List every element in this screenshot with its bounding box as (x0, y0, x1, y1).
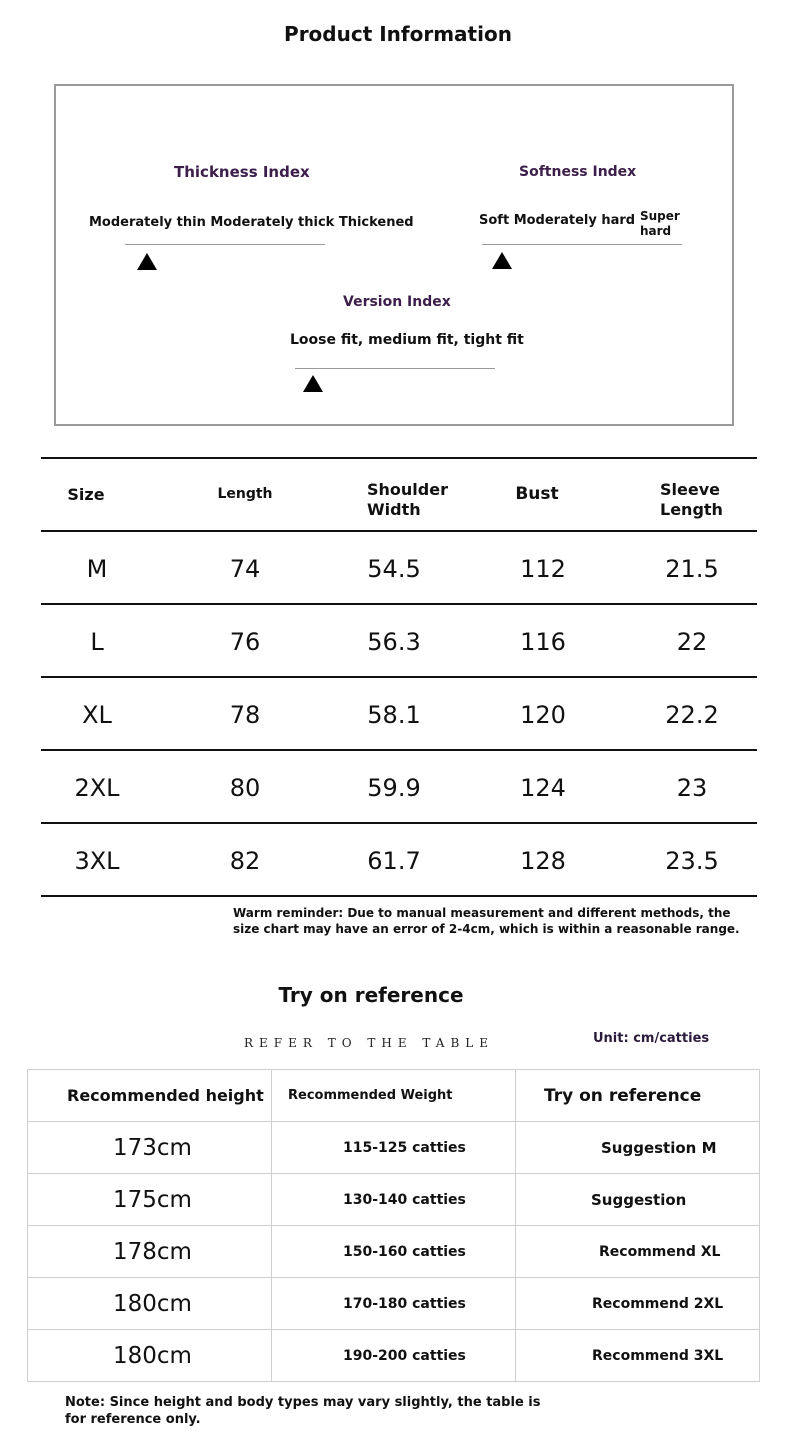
table-top-border (41, 457, 757, 459)
header-recommended-height-text: Recommended height (67, 1086, 264, 1105)
cell-length: 76 (229, 628, 261, 656)
cell-height (28, 1226, 272, 1278)
cell-height (28, 1122, 272, 1174)
cell-suggestion (516, 1226, 760, 1278)
softness-scale-line (482, 244, 682, 245)
page-title: Product Information (284, 22, 512, 46)
thickness-index-title: Thickness Index (174, 163, 310, 181)
header-shoulder-width (345, 480, 465, 520)
cell-height-text: 175cm (113, 1186, 192, 1213)
cell-weight (272, 1330, 516, 1382)
cell-shoulder: 54.5 (367, 555, 421, 583)
table-row (28, 1330, 760, 1382)
table-row (28, 1174, 760, 1226)
header-sleeve-length-text: Sleeve Length (660, 480, 723, 519)
cell-length: 82 (229, 847, 261, 875)
table-row (28, 1278, 760, 1330)
cell-shoulder: 56.3 (367, 628, 421, 656)
version-index-title: Version Index (343, 294, 451, 310)
header-divider (41, 530, 757, 532)
header-recommended-weight (272, 1070, 516, 1122)
unit-label: Unit: cm/catties (593, 1031, 710, 1046)
cell-height (28, 1278, 272, 1330)
version-scale-labels: Loose fit, medium fit, tight fit (290, 332, 524, 348)
cell-size: 3XL (74, 847, 120, 875)
cell-sleeve: 22 (676, 628, 708, 656)
cell-shoulder: 61.7 (367, 847, 421, 875)
cell-size: XL (82, 701, 112, 729)
cell-height-text: 180cm (113, 1290, 192, 1317)
cell-suggestion-text: Recommend 2XL (592, 1295, 724, 1312)
cell-shoulder: 58.1 (367, 701, 421, 729)
warm-reminder: Warm reminder: Due to manual measurement and different methods, the size chart may have an error of 2-4cm, which is within a reasonable range. (233, 906, 740, 936)
cell-weight-text: 115-125 catties (343, 1139, 466, 1156)
header-bust: Bust (515, 484, 559, 504)
softness-index-title: Softness Index (519, 164, 637, 180)
cell-shoulder: 59.9 (367, 774, 421, 802)
header-recommended-weight-text: Recommended Weight (288, 1088, 453, 1103)
cell-suggestion-text: Recommend XL (599, 1243, 721, 1260)
row-divider (41, 676, 757, 678)
cell-bust: 112 (520, 555, 566, 583)
cell-length: 74 (229, 555, 261, 583)
table-row (28, 1122, 760, 1174)
cell-sleeve: 21.5 (665, 555, 719, 583)
cell-weight-text: 130-140 catties (343, 1191, 466, 1208)
cell-sleeve: 23.5 (665, 847, 719, 875)
cell-size: 2XL (74, 774, 120, 802)
cell-suggestion (516, 1278, 760, 1330)
softness-scale-labels: Soft Moderately hard (479, 213, 636, 228)
table-bottom-border (41, 895, 757, 897)
cell-weight (272, 1278, 516, 1330)
cell-sleeve: 22.2 (665, 701, 719, 729)
cell-length: 78 (229, 701, 261, 729)
try-on-table (27, 1069, 760, 1382)
softness-scale-hard: hard (640, 224, 672, 238)
cell-suggestion-text: Suggestion M (601, 1138, 717, 1157)
table-header-row (28, 1070, 760, 1122)
row-divider (41, 749, 757, 751)
row-divider (41, 603, 757, 605)
row-divider (41, 822, 757, 824)
thickness-scale-line (125, 244, 325, 245)
cell-weight-text: 170-180 catties (343, 1295, 466, 1312)
cell-weight (272, 1226, 516, 1278)
header-recommended-height (28, 1070, 272, 1122)
header-shoulder-width-text: Shoulder Width (367, 480, 448, 519)
cell-suggestion (516, 1174, 760, 1226)
cell-suggestion (516, 1330, 760, 1382)
cell-size: M (86, 555, 108, 583)
header-try-on-reference (516, 1070, 760, 1122)
cell-length: 80 (229, 774, 261, 802)
cell-bust: 128 (520, 847, 566, 875)
header-length: Length (217, 486, 273, 502)
version-scale-line (295, 368, 495, 369)
cell-sleeve: 23 (676, 774, 708, 802)
cell-height-text: 180cm (113, 1342, 192, 1369)
version-marker-icon (303, 375, 323, 392)
refer-subtitle: REFER TO THE TABLE (244, 1036, 494, 1050)
cell-suggestion (516, 1122, 760, 1174)
cell-height (28, 1174, 272, 1226)
cell-suggestion-text: Recommend 3XL (592, 1347, 724, 1364)
cell-bust: 120 (520, 701, 566, 729)
thickness-scale-labels: Moderately thin Moderately thick Thickened (89, 215, 414, 230)
cell-bust: 124 (520, 774, 566, 802)
header-try-on-reference-text: Try on reference (544, 1085, 702, 1106)
cell-height-text: 173cm (113, 1134, 192, 1161)
softness-marker-icon (492, 252, 512, 269)
thickness-marker-icon (137, 253, 157, 270)
header-size: Size (67, 485, 105, 504)
table-row (28, 1226, 760, 1278)
header-sleeve-length (640, 480, 750, 520)
cell-weight (272, 1174, 516, 1226)
cell-weight (272, 1122, 516, 1174)
cell-size: L (90, 628, 104, 656)
try-on-note: Note: Since height and body types may vary slightly, the table is for reference only. (65, 1395, 541, 1427)
try-on-title: Try on reference (278, 983, 464, 1007)
cell-height (28, 1330, 272, 1382)
cell-weight-text: 150-160 catties (343, 1243, 466, 1260)
cell-suggestion-text: Suggestion (591, 1190, 687, 1209)
cell-bust: 116 (520, 628, 566, 656)
cell-weight-text: 190-200 catties (343, 1347, 466, 1364)
cell-height-text: 178cm (113, 1238, 192, 1265)
softness-scale-super: Super (640, 209, 680, 223)
